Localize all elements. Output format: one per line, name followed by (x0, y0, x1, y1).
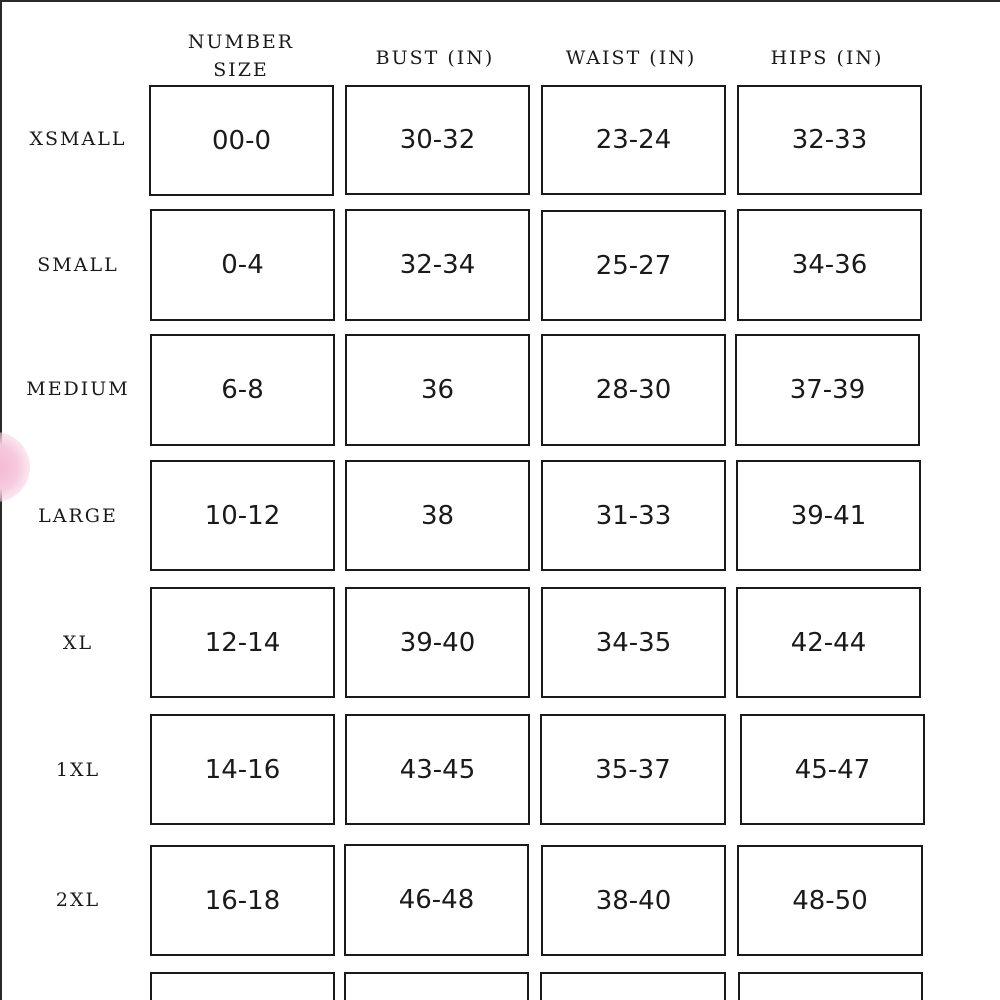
row-label: 2XL (55, 889, 101, 911)
cell-waist: 25-27 (541, 210, 726, 321)
cell-number-size: 16-18 (150, 845, 335, 956)
cell-number-size: 14-16 (150, 714, 335, 825)
cell-bust: 36 (345, 334, 530, 446)
header-number-size-line1: NUMBER (187, 31, 295, 53)
cell-hips: 42-44 (736, 587, 921, 698)
row-label: 1XL (55, 759, 101, 781)
row-label: XSMALL (29, 128, 127, 150)
cell-waist: 23-24 (541, 85, 726, 195)
cell-hips: 32-33 (737, 85, 922, 195)
cell-waist: 35-37 (540, 714, 726, 825)
header-hips: HIPS (IN) (770, 47, 884, 69)
cell-bust: 38 (345, 460, 530, 571)
cell-waist: 31-33 (541, 460, 726, 571)
cell-number-size: 0-4 (150, 209, 335, 321)
cell-hips: 45-47 (740, 714, 925, 825)
cell-number-size: 6-8 (150, 334, 335, 446)
row-label: XL (62, 632, 94, 654)
cell-hips: 48-50 (737, 845, 923, 956)
cell-bust: 32-34 (345, 209, 530, 321)
cell-bust (344, 972, 529, 1000)
cell-number-size: 00-0 (149, 85, 334, 196)
cell-waist: 34-35 (541, 587, 726, 698)
cell-number-size: 12-14 (150, 587, 335, 698)
cell-hips: 37-39 (735, 334, 920, 446)
header-waist: WAIST (IN) (565, 47, 697, 69)
cell-waist (540, 972, 726, 1000)
cell-number-size: 10-12 (150, 460, 335, 571)
cell-bust: 30-32 (345, 85, 530, 195)
cell-waist: 38-40 (541, 845, 726, 956)
cell-hips: 39-41 (736, 460, 921, 571)
row-label: LARGE (38, 505, 118, 527)
cell-bust: 39-40 (345, 587, 530, 698)
row-label: MEDIUM (26, 378, 130, 400)
cell-hips (738, 972, 923, 1000)
cell-bust: 46-48 (344, 844, 529, 956)
carousel-handle[interactable] (0, 432, 30, 502)
row-label: SMALL (37, 254, 119, 276)
cell-bust: 43-45 (345, 714, 530, 825)
cell-number-size (150, 972, 335, 1000)
header-number-size-line2: SIZE (213, 59, 269, 81)
header-bust: BUST (IN) (375, 47, 495, 69)
cell-hips: 34-36 (737, 209, 922, 321)
header-number-size (148, 28, 334, 84)
cell-waist: 28-30 (541, 334, 726, 446)
image-top-edge (0, 0, 1000, 2)
